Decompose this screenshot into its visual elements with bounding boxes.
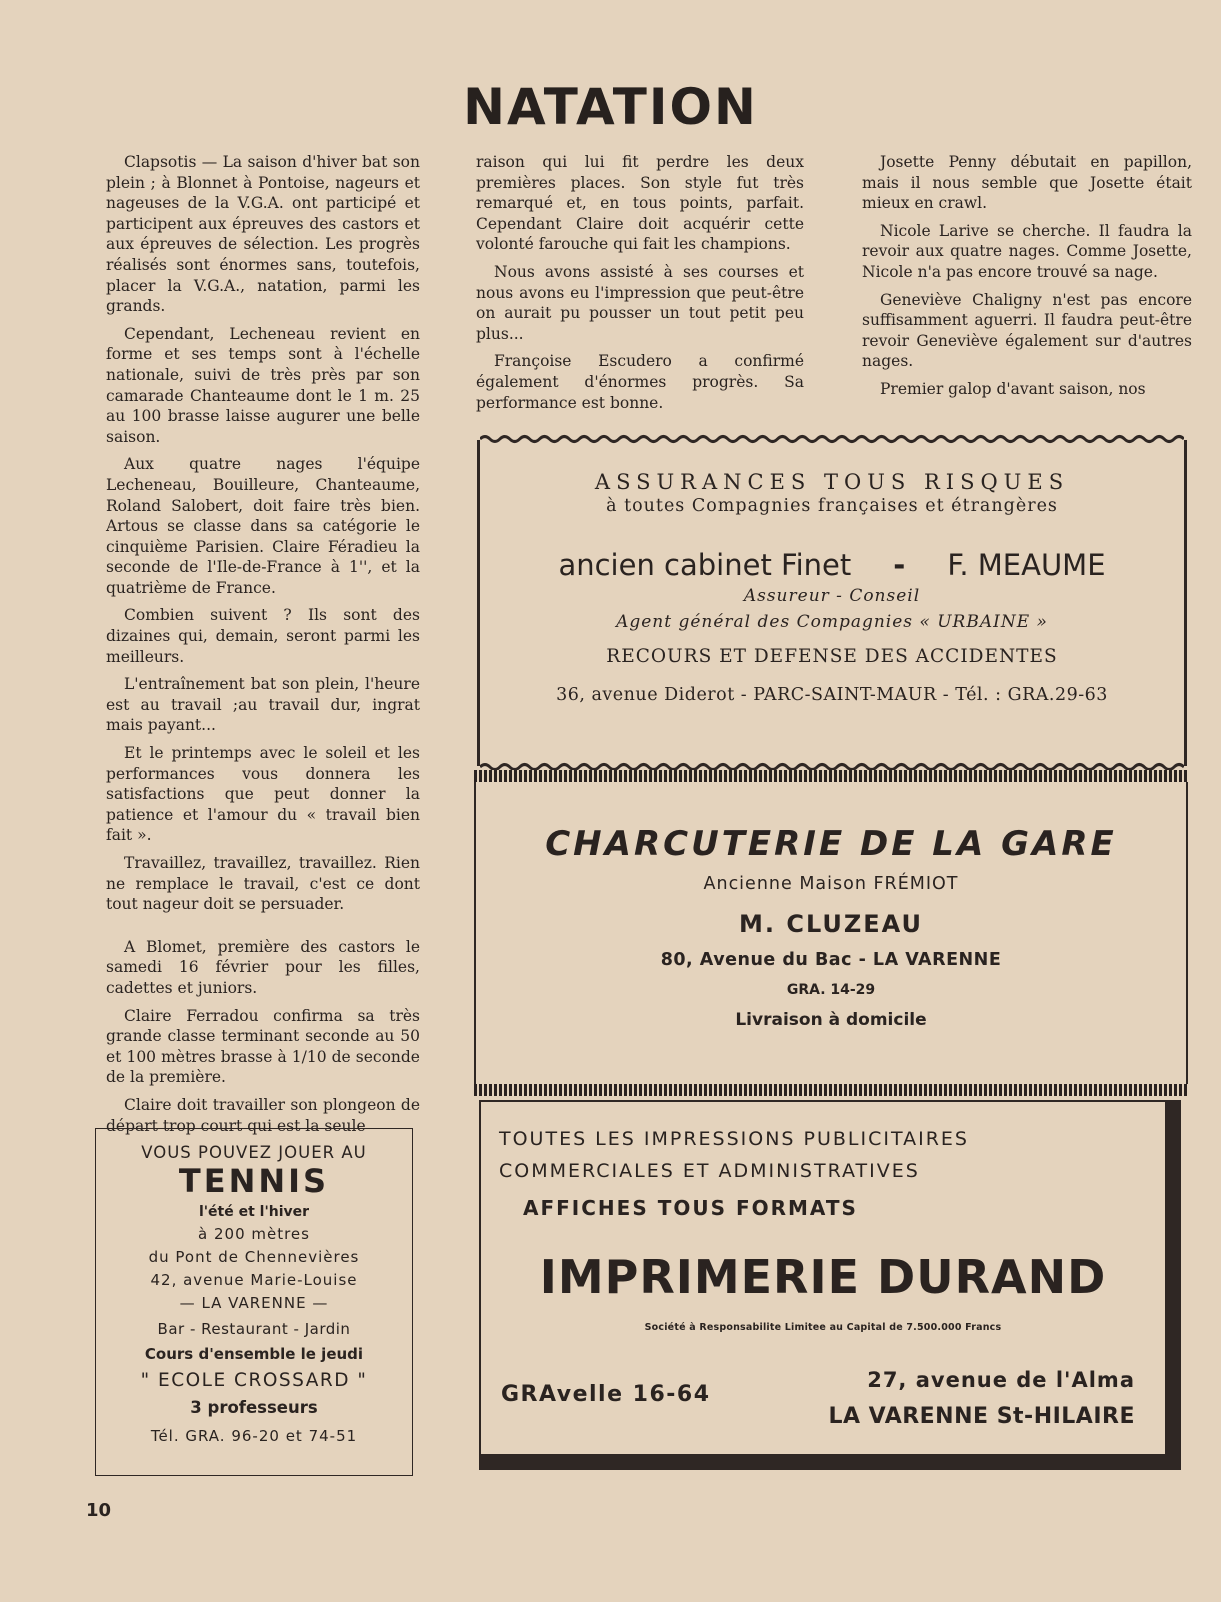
hatched-border-bottom: [474, 1084, 1188, 1096]
ad-role: Assureur - Conseil: [743, 586, 921, 606]
paragraph: Et le printemps avec le soleil et les performances vous donnera les satisfactions que peut donner la patience et l'amour du « travail bien fait ».: [106, 744, 420, 845]
ad-subheadline: Ancienne Maison FRÉMIOT: [703, 874, 959, 894]
paragraph: Premier galop d'avant saison, nos: [880, 379, 1146, 398]
ad-landmark: du Pont de Chennevières: [148, 1248, 360, 1266]
ad-phone: Tél. GRA. 96-20 et 74-51: [150, 1427, 358, 1445]
ad-address: 36, avenue Diderot - PARC-SAINT-MAUR - Tél. : GRA.29-63: [556, 685, 1108, 705]
paragraph: Françoise Escudero a confirmé également d'énormes progrès. Sa performance est bonne.: [476, 352, 804, 412]
tennis-advertisement: [95, 1128, 413, 1476]
ad-service: RECOURS ET DEFENSE DES ACCIDENTES: [606, 646, 1058, 667]
paragraph: Clapsotis — La saison d'hiver bat son plein ; à Blonnet à Pontoise, nageurs et nageuses de la V.G.A. ont participé et participent aux épreuves des castors et aux épreuves de sélection. Les progrès réalisés sont énormes sans, toutefois, placer la V.G.A., natation, parmi les grands.: [106, 153, 420, 316]
paragraph: Nous avons assisté à ses courses et nous avons eu l'impression que peut-être on aurait pu pousser un tout petit peu plus...: [476, 262, 804, 343]
paragraph: Aux quatre nages l'équipe Lecheneau, Bouilleure, Chanteaume, Roland Salobert, doit faire très bien. Artous se classe dans sa catégorie le cinquième Parisien. Claire Féradieu la seconde de l'Ile-de-France à 1'', et la quatrième de France.: [106, 455, 420, 597]
ad-address-street: 27, avenue de l'Alma: [867, 1368, 1135, 1392]
ad-lessons: Cours d'ensemble le jeudi: [144, 1345, 364, 1363]
ad-agent-title: Agent général des Compagnies « URBAINE »: [616, 612, 1048, 632]
article-column-2: [476, 152, 804, 420]
ad-seasons: l'été et l'hiver: [198, 1204, 310, 1220]
former-firm: ancien cabinet Finet: [558, 548, 852, 582]
page-number: 10: [86, 1500, 112, 1521]
wavy-border-top: [480, 434, 1184, 444]
ad-address: 42, avenue Marie-Louise: [150, 1271, 358, 1289]
hatched-border-top: [474, 770, 1188, 782]
ad-headline: IMPRIMERIE DURAND: [539, 1250, 1107, 1304]
ad-delivery: Livraison à domicile: [735, 1010, 927, 1030]
ad-service-line-1: TOUTES LES IMPRESSIONS PUBLICITAIRES: [499, 1128, 969, 1150]
separator-dash: -: [893, 548, 906, 582]
paragraph: Travaillez, travaillez, travaillez. Rien ne remplace le travail, c'est ce dont tout nageur doit se persuader.: [106, 854, 420, 914]
paragraph: Josette Penny débutait en papillon, mais il nous semble que Josette était mieux en crawl.: [862, 153, 1192, 213]
ad-town: — LA VARENNE —: [179, 1294, 329, 1312]
article-column-1: [106, 152, 420, 1143]
ad-headline: CHARCUTERIE DE LA GARE: [545, 824, 1117, 864]
ad-school-name: " ECOLE CROSSARD ": [140, 1370, 368, 1391]
ad-headline: TENNIS: [178, 1162, 330, 1200]
paragraph: Nicole Larive se cherche. Il faudra la revoir aux quatre nages. Comme Josette, Nicole n'a pas encore trouvé sa nage.: [862, 221, 1192, 281]
paragraph: Claire Ferradou confirma sa très grande classe terminant seconde au 50 et 100 mètres brasse à 1/10 de seconde de la première.: [106, 1006, 420, 1087]
ad-distance: à 200 mètres: [198, 1225, 310, 1243]
paragraph: raison qui lui fit perdre les deux premières places. Son style fut très remarqué et, en tous points, parfait. Cependant Claire doit acquérir cette volonté farouche qui fait les champions.: [476, 153, 804, 254]
ad-legal-notice: Société à Responsabilite Limitee au Capital de 7.500.000 Francs: [644, 1322, 1002, 1333]
article-column-3: [862, 152, 1192, 407]
ad-address-town: LA VARENNE St-HILAIRE: [828, 1404, 1135, 1429]
ad-service-line-2: COMMERCIALES ET ADMINISTRATIVES: [499, 1160, 920, 1182]
paragraph: Claire doit travailler son plongeon de départ trop court qui est la seule: [106, 1095, 420, 1135]
charcuterie-advertisement: [474, 782, 1188, 1084]
paragraph: A Blomet, première des castors le samedi 16 février pour les filles, cadettes et juniors.: [106, 937, 420, 997]
owner-name: M. CLUZEAU: [738, 910, 923, 938]
ad-amenities: Bar - Restaurant - Jardin: [157, 1320, 351, 1338]
ad-service-line-3: AFFICHES TOUS FORMATS: [523, 1196, 858, 1220]
insurance-advertisement: [477, 440, 1187, 766]
paragraph: Cependant, Lecheneau revient en forme et ses temps sont à l'échelle nationale, suivi de très près par son camarade Chanteaume dont le 1 m. 25 au 100 brasse laisse augurer une belle saison.: [106, 324, 420, 446]
paragraph: L'entraînement bat son plein, l'heure est au travail ;au travail dur, ingrat mais payant...: [106, 675, 420, 735]
paragraph: Geneviève Chaligny n'est pas encore suffisamment aguerri. Il faudra peut-être revoir Geneviève également sur d'autres nages.: [862, 290, 1192, 371]
ad-address: 80, Avenue du Bac - LA VARENNE: [660, 950, 1002, 970]
ad-subheadline: à toutes Compagnies françaises et étrangères: [606, 496, 1058, 516]
ad-headline: ASSURANCES TOUS RISQUES: [594, 470, 1070, 494]
ad-teachers: 3 professeurs: [190, 1398, 318, 1417]
ad-phone: GRA. 14-29: [786, 982, 876, 998]
ad-company-line: [480, 548, 1184, 582]
agent-name: F. MEAUME: [947, 548, 1106, 582]
page-title: NATATION: [463, 78, 758, 136]
ad-phone: GRAvelle 16-64: [501, 1382, 711, 1407]
ad-intro: VOUS POUVEZ JOUER AU: [141, 1143, 367, 1162]
printing-advertisement: [479, 1100, 1181, 1470]
paragraph: Combien suivent ? Ils sont des dizaines qui, demain, seront parmi les meilleurs.: [106, 606, 420, 666]
